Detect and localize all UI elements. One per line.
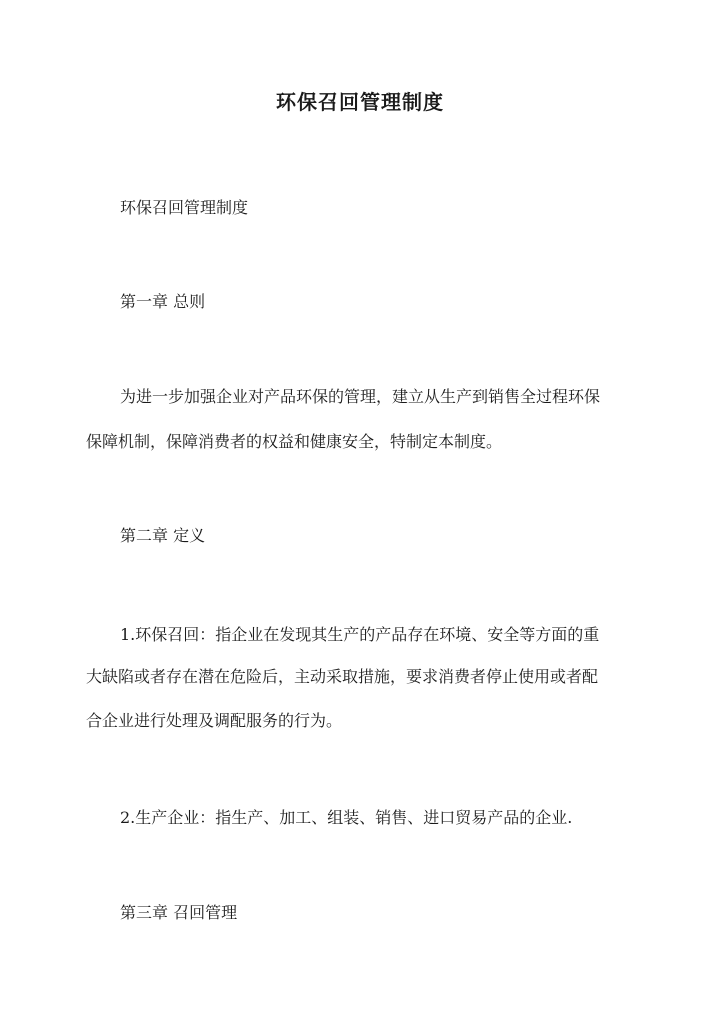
paragraph-line: 保障机制，保障消费者的权益和健康安全，特制定本制度。 <box>86 432 503 451</box>
paragraph-line: 合企业进行处理及调配服务的行为。 <box>86 711 343 730</box>
paragraph-line: 1.环保召回：指企业在发现其生产的产品存在环境、安全等方面的重 <box>120 625 600 644</box>
subtitle-text: 环保召回管理制度 <box>120 198 249 217</box>
document-title: 环保召回管理制度 <box>276 90 444 114</box>
chapter-heading: 第二章 定义 <box>120 526 206 545</box>
chapter-heading: 第三章 召回管理 <box>120 903 238 922</box>
paragraph-line: 为进一步加强企业对产品环保的管理，建立从生产到销售全过程环保 <box>120 387 601 406</box>
paragraph-line: 2.生产企业：指生产、加工、组装、销售、进口贸易产品的企业. <box>120 808 573 827</box>
chapter-heading: 第一章 总则 <box>120 292 206 311</box>
paragraph-line: 大缺陷或者存在潜在危险后，主动采取措施，要求消费者停止使用或者配 <box>86 667 599 686</box>
